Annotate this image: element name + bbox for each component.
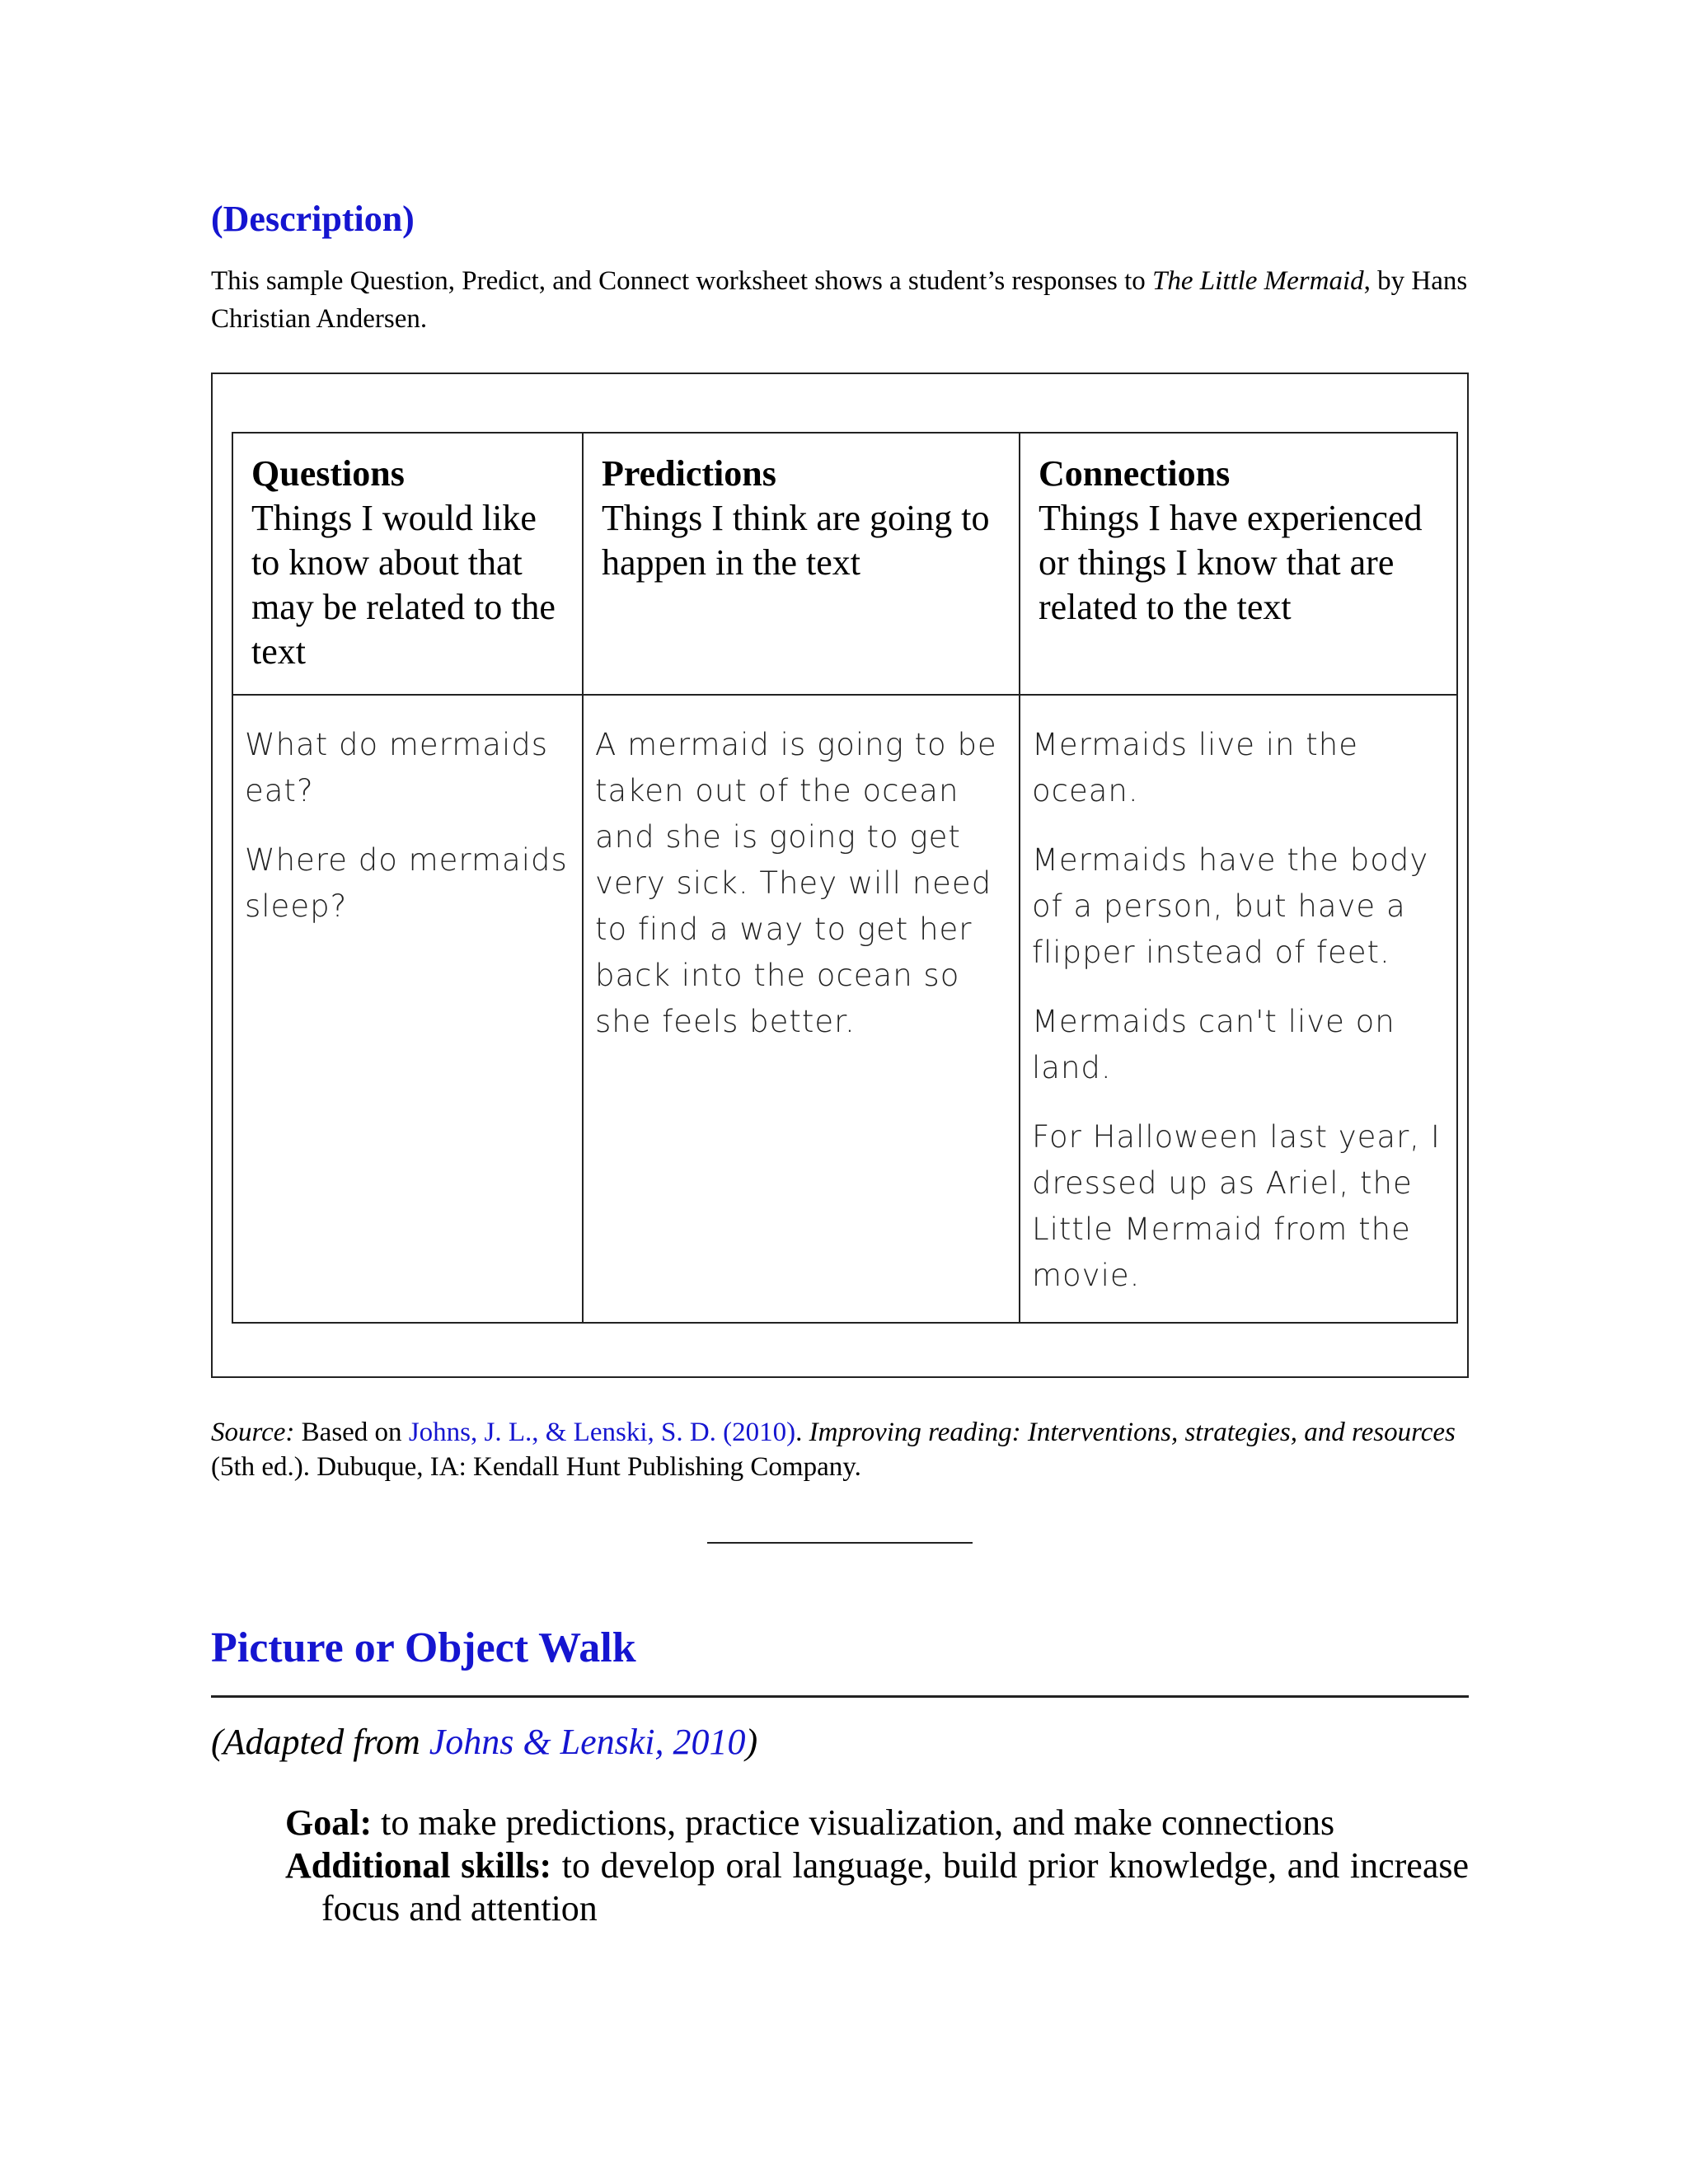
- description-heading: (Description): [211, 199, 415, 239]
- book-title: The Little Mermaid: [1152, 266, 1364, 296]
- adapted-open: (Adapted from: [211, 1722, 429, 1762]
- connections-subtitle: Things I have experienced or things I know that are related to the text: [1039, 498, 1423, 627]
- connection-response: Mermaids have the body of a person, but have a flipper instead of feet.: [1032, 842, 1429, 970]
- source-rest: (5th ed.). Dubuque, IA: Kendall Hunt Publishing Company.: [211, 1452, 861, 1482]
- picture-walk-heading: Picture or Object Walk: [211, 1624, 636, 1671]
- source-citation: [211, 1415, 1497, 1484]
- source-label: Source:: [211, 1418, 295, 1447]
- additional-skills-line: [285, 1844, 1469, 1930]
- source-based-on: Based on: [294, 1418, 409, 1447]
- connection-response: For Halloween last year, I dressed up as Ariel, the Little Mermaid from the movie.: [1032, 1119, 1441, 1293]
- questions-title: Questions: [251, 453, 405, 494]
- description-text-before: This sample Question, Predict, and Connect worksheet shows a student’s responses to: [211, 266, 1152, 296]
- connection-response: Mermaids live in the ocean.: [1032, 727, 1358, 808]
- questions-response-cell: [232, 695, 583, 1323]
- question-response: What do mermaids eat?: [245, 727, 548, 808]
- table-header-row: [232, 433, 1457, 695]
- connections-title: Connections: [1039, 453, 1231, 494]
- connections-response-cell: [1020, 695, 1457, 1323]
- connection-response: Mermaids can't live on land.: [1032, 1004, 1395, 1085]
- predictions-title: Predictions: [602, 453, 776, 494]
- prediction-response: A mermaid is going to be taken out of the ocean and she is going to get very sick. They will need to find a way to get her back into the ocean so she feels better.: [595, 727, 997, 1039]
- heading-rule: [211, 1695, 1469, 1698]
- connections-header-cell: [1020, 433, 1457, 695]
- qpc-worksheet-table: [232, 432, 1458, 1324]
- goal-label: Goal:: [285, 1802, 373, 1843]
- adapted-link[interactable]: Johns & Lenski, 2010: [429, 1722, 746, 1762]
- predictions-header-cell: [583, 433, 1020, 695]
- goal-text: to make predictions, practice visualization, and make connections: [372, 1802, 1335, 1843]
- questions-header-cell: [232, 433, 583, 695]
- goal-line: [285, 1802, 1469, 1844]
- description-text: [211, 262, 1480, 338]
- skills-text: to develop oral language, build prior knowledge, and increase focus and attention: [321, 1845, 1469, 1929]
- source-book-title: Improving reading: Interventions, strategies, and resources: [809, 1418, 1456, 1447]
- predictions-subtitle: Things I think are going to happen in the text: [602, 498, 990, 583]
- goal-block: [285, 1802, 1469, 1930]
- table-response-row: [232, 695, 1457, 1323]
- predictions-response-cell: [583, 695, 1020, 1323]
- question-response: Where do mermaids sleep?: [245, 842, 568, 924]
- adapted-close: ): [745, 1722, 758, 1762]
- citation-link[interactable]: Johns, J. L., & Lenski, S. D. (2010): [408, 1418, 796, 1447]
- description-text-after: , by Hans Christian Andersen.: [211, 266, 1468, 334]
- source-period: .: [795, 1418, 809, 1447]
- questions-subtitle: Things I would like to know about that may be related to the text: [251, 498, 556, 672]
- adapted-from-line: [211, 1721, 757, 1763]
- section-divider: [707, 1542, 973, 1544]
- skills-label: Additional skills:: [285, 1845, 552, 1886]
